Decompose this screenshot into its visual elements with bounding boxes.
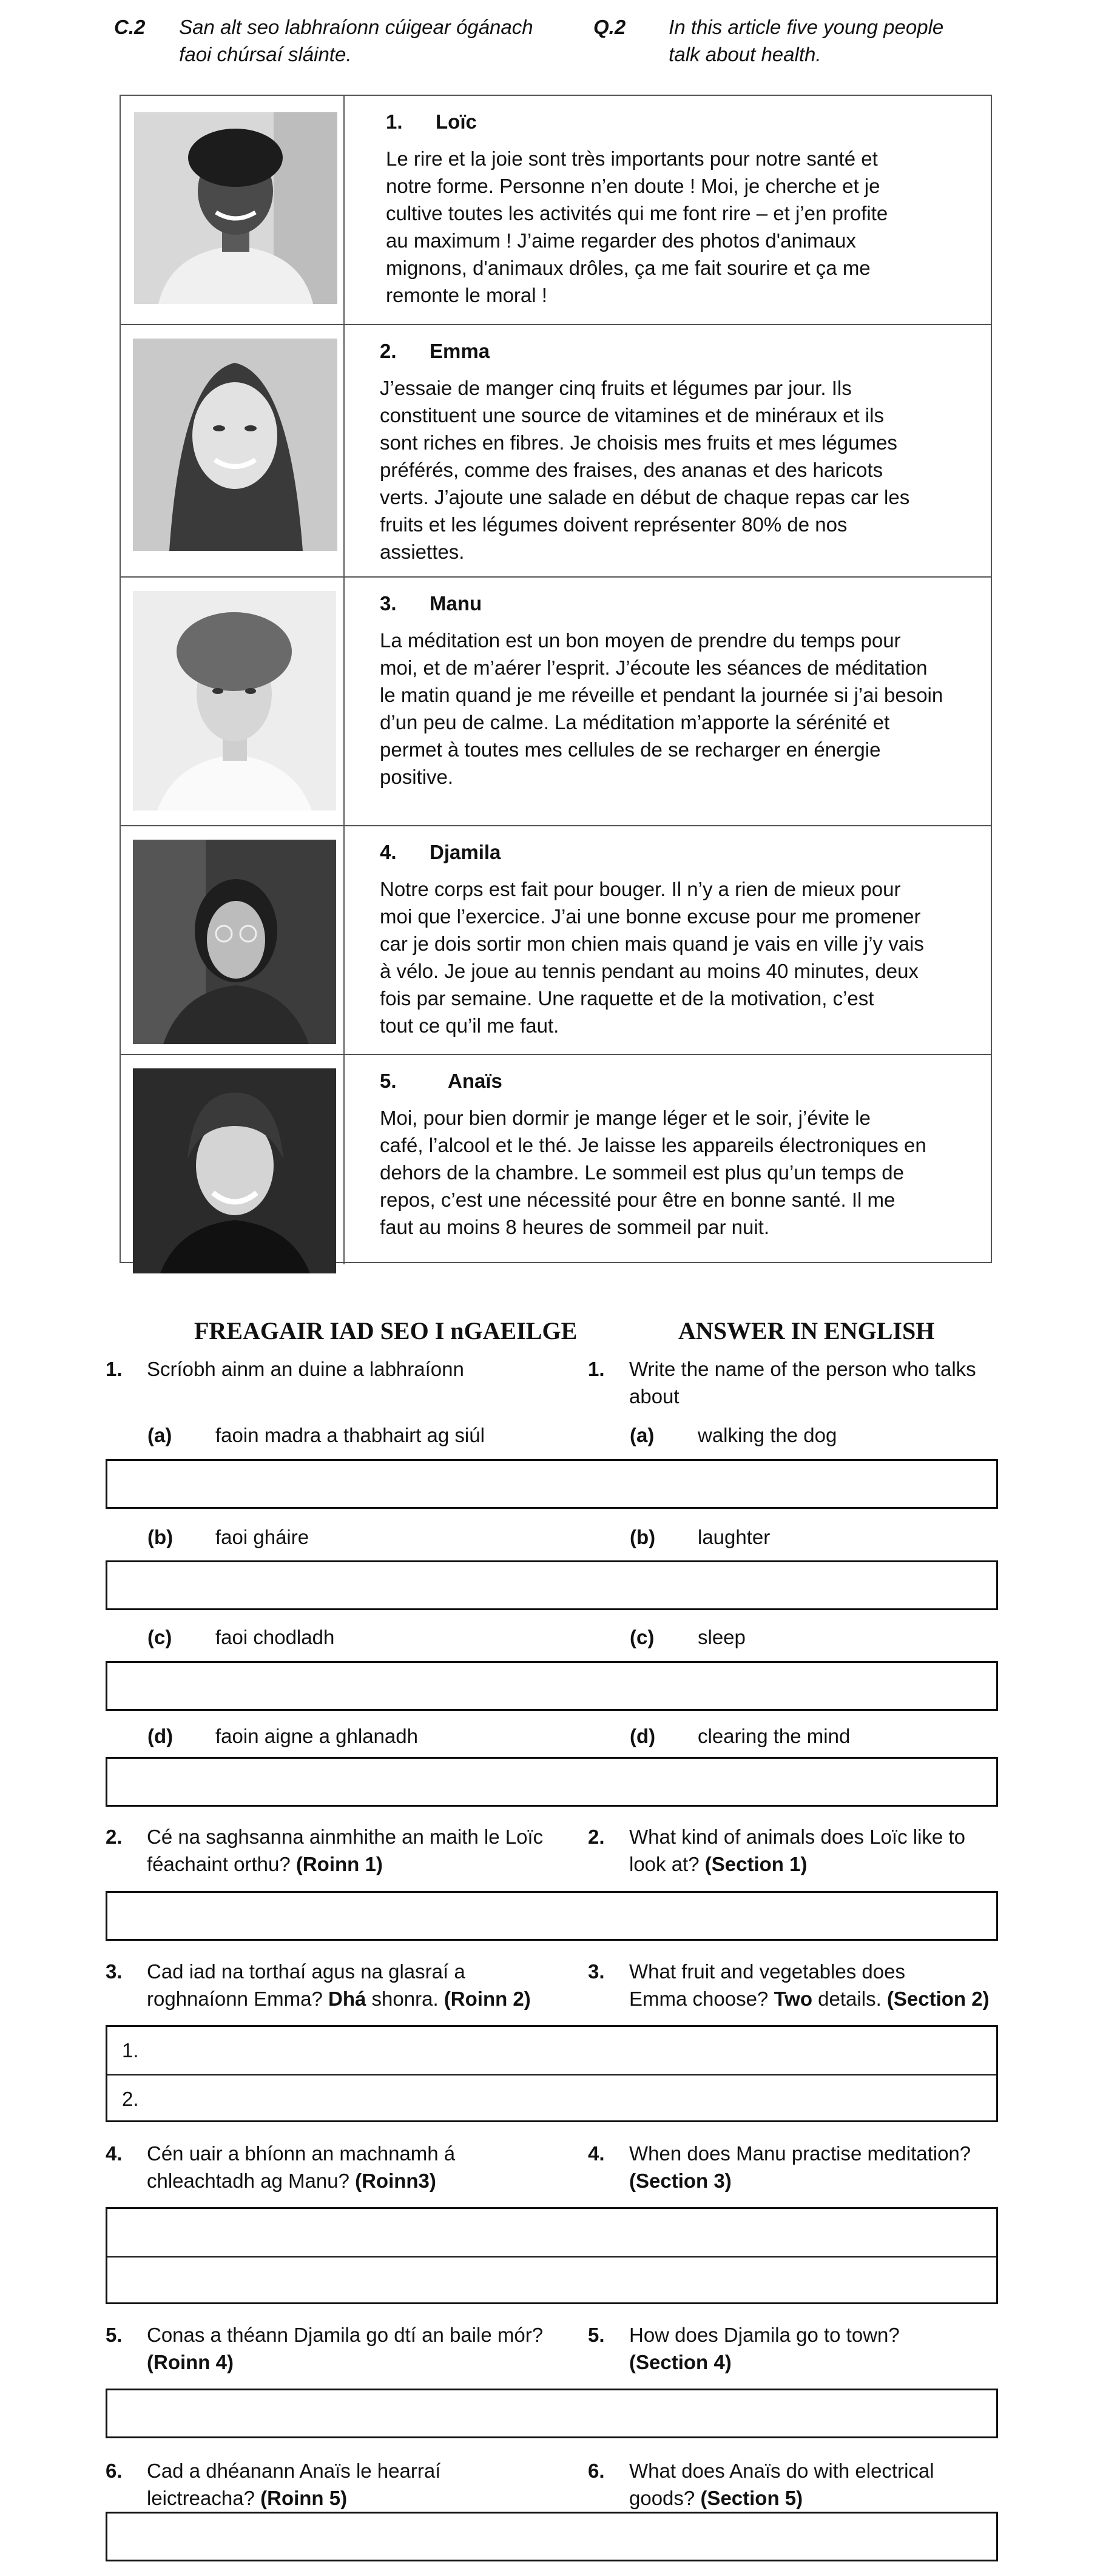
article-row-5 xyxy=(121,1054,991,1264)
passage-line: préférés, comme des fraises, des ananas et des haricots xyxy=(380,459,883,481)
passage-line: Le rire et la joie sont très importants pour notre santé et xyxy=(386,147,878,170)
passage-2 xyxy=(380,337,957,565)
passage-line: sont riches en fibres. Je choisis mes fruits et mes légumes xyxy=(380,431,897,454)
heading-english: ANSWER IN ENGLISH xyxy=(678,1317,935,1344)
q5-irish: 5. Conas a théann Djamila go dtí an baile mór? (Roinn 4) xyxy=(106,2324,544,2373)
header-irish-line-1: San alt seo labhraíonn cúigear ógánach xyxy=(179,16,533,38)
photo-loic xyxy=(134,112,337,304)
passage-line: dehors de la chambre. Le sommeil est plus qu’un temps de xyxy=(380,1161,904,1184)
passage-line: J’essaie de manger cinq fruits et légumes par jour. Ils xyxy=(380,377,852,399)
passage-line: le matin quand je me réveille et pendant la journée si j’ai besoin xyxy=(380,684,943,706)
q3-irish: 3. Cad iad na torthaí agus na glasraí a roghnaíonn Emma? Dhá shonra. (Roinn 2) xyxy=(106,1960,531,2010)
passage-line: constituent une source de vitamines et de minéraux et ils xyxy=(380,404,884,427)
photo-manu xyxy=(133,591,336,811)
passage-title: 3. Manu xyxy=(380,592,482,615)
passage-line: moi que l’exercice. J’ai une bonne excuse pour me promener xyxy=(380,905,921,928)
photo-djamila xyxy=(133,840,336,1044)
passage-line: faut au moins 8 heures de sommeil par nuit. xyxy=(380,1216,770,1238)
q2-irish: 2. Cé na saghsanna ainmhithe an maith le Loïc féachaint orthu? (Roinn 1) xyxy=(106,1826,544,1875)
passage-line: fois par semaine. Une raquette et de la motivation, c’est xyxy=(380,987,874,1010)
passage-title: 1. Loïc xyxy=(386,110,477,133)
passage-line: fruits et les légumes doivent représenter 80% de nos xyxy=(380,513,848,536)
answer-line-label: 1. xyxy=(122,2039,139,2062)
passage-line: permet à toutes mes cellules de se recharger en énergie xyxy=(380,738,881,761)
q4-irish: 4. Cén uair a bhíonn an machnamh á chleachtadh ag Manu? (Roinn3) xyxy=(106,2142,456,2192)
passage-line: cultive toutes les activités qui me font rire – et j’en profite xyxy=(386,202,888,224)
q4-english: 4. When does Manu practise meditation? (Section 3) xyxy=(588,2142,971,2192)
article-table xyxy=(120,95,992,1263)
passage-line: Notre corps est fait pour bouger. Il n’y a rien de mieux pour xyxy=(380,878,901,900)
passage-title: 4. Djamila xyxy=(380,841,501,863)
q6-english: 6. What does Anaïs do with electrical goods? (Section 5) xyxy=(588,2460,934,2509)
header-english-line-1: In this article five young people xyxy=(669,16,944,38)
passage-line: au maximum ! J’aime regarder des photos d'animaux xyxy=(386,229,856,252)
article-row-1 xyxy=(121,96,991,324)
article-row-2 xyxy=(121,324,991,576)
passage-line: notre forme. Personne n’en doute ! Moi, je cherche et je xyxy=(386,175,880,197)
article-row-3 xyxy=(121,576,991,825)
q3-english: 3. What fruit and vegetables does Emma choose? Two details. (Section 2) xyxy=(588,1960,990,2010)
header-english-line-2: talk about health. xyxy=(669,43,821,66)
passage-line: La méditation est un bon moyen de prendre du temps pour xyxy=(380,629,901,652)
passage-3 xyxy=(380,590,957,791)
answer-box-2[interactable] xyxy=(106,1891,998,1941)
header-english xyxy=(593,13,943,68)
passage-5 xyxy=(380,1067,957,1241)
passage-title: 5. Anaïs xyxy=(380,1070,502,1092)
article-row-4 xyxy=(121,825,991,1054)
heading-irish: FREAGAIR IAD SEO I nGAEILGE xyxy=(194,1317,578,1344)
passage-1 xyxy=(386,108,957,309)
answer-box-5[interactable] xyxy=(106,2389,998,2438)
answer-box-1c[interactable] xyxy=(106,1661,998,1711)
header-irish-line-2: faoi chúrsaí sláinte. xyxy=(179,43,352,66)
answer-line-label: 2. xyxy=(122,2088,139,2110)
question-number: C.2 xyxy=(114,16,146,38)
photo-emma xyxy=(133,339,337,551)
passage-title: 2. Emma xyxy=(380,340,490,362)
passage-4 xyxy=(380,838,957,1039)
passage-line: repos, c’est une nécessité pour être en bonne santé. Il me xyxy=(380,1189,896,1211)
q2-english: 2. What kind of animals does Loïc like to look at? (Section 1) xyxy=(588,1826,965,1875)
answer-box-1b[interactable] xyxy=(106,1560,998,1610)
q5-english: 5. How does Djamila go to town? (Section 4) xyxy=(588,2324,900,2373)
passage-line: mignons, d'animaux drôles, ça me fait sourire et ça me xyxy=(386,257,871,279)
passage-line: verts. J’ajoute une salade en début de chaque repas car les xyxy=(380,486,910,508)
answer-box-1a[interactable] xyxy=(106,1459,998,1509)
passage-line: remonte le moral ! xyxy=(386,284,547,306)
passage-line: assiettes. xyxy=(380,541,465,563)
q6-irish: 6. Cad a dhéanann Anaïs le hearraí leictreacha? (Roinn 5) xyxy=(106,2460,441,2509)
answer-box-3[interactable] xyxy=(106,2025,998,2122)
passage-line: positive. xyxy=(380,766,454,788)
answer-box-4[interactable] xyxy=(106,2207,998,2304)
passage-line: café, l’alcool et le thé. Je laisse les appareils électroniques en xyxy=(380,1134,926,1156)
passage-line: moi, et de m’aérer l’esprit. J’écoute les séances de méditation xyxy=(380,656,928,679)
passage-line: d’un peu de calme. La méditation m’apporte la sérénité et xyxy=(380,711,890,733)
passage-line: à vélo. Je joue au tennis pendant au moins 40 minutes, deux xyxy=(380,960,919,982)
photo-anais xyxy=(133,1068,336,1273)
passage-line: tout ce qu’il me faut. xyxy=(380,1014,559,1037)
question-number: Q.2 xyxy=(593,16,626,38)
answer-box-6[interactable] xyxy=(106,2512,998,2561)
q1-english: 1. Write the name of the person who talks about xyxy=(588,1358,976,1408)
header-irish xyxy=(114,13,533,68)
answer-box-1d[interactable] xyxy=(106,1757,998,1807)
passage-line: Moi, pour bien dormir je mange léger et le soir, j’évite le xyxy=(380,1107,871,1129)
passage-line: car je dois sortir mon chien mais quand je vais en ville j’y vais xyxy=(380,932,924,955)
